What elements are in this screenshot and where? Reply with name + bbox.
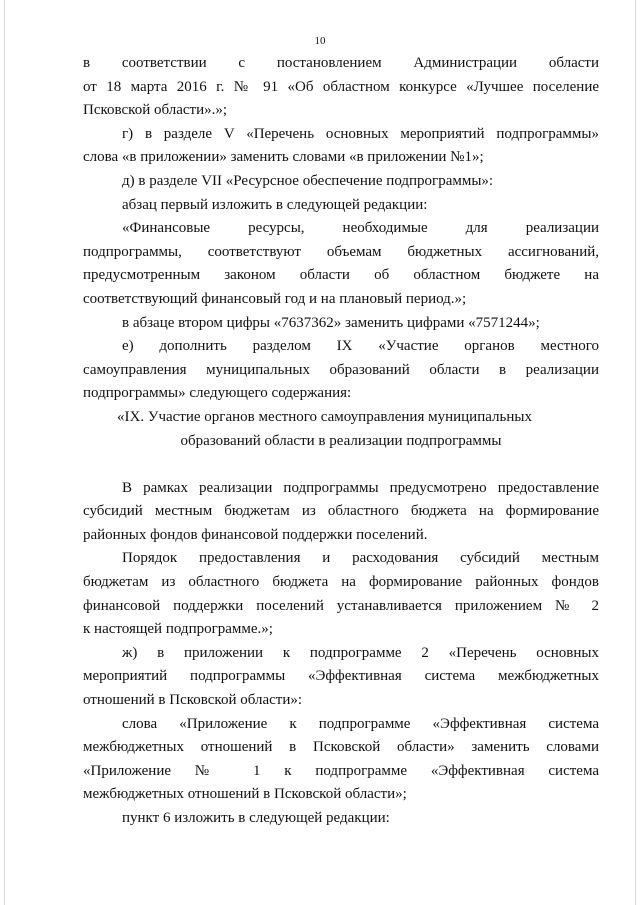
text-line: подпрограммы, соответствуют объемам бюджетных ассигнований, — [83, 243, 599, 260]
text-line: д) в разделе VII «Ресурсное обеспечение подпрограммы»: — [122, 172, 494, 189]
text-line: «Приложение № 1 к подпрограмме «Эффективная система — [83, 762, 599, 779]
text-line: предусмотренным законом области об областном бюджете на — [83, 267, 599, 284]
paragraph-item-e — [83, 335, 599, 406]
paragraph-reference-decree — [83, 52, 599, 123]
paragraph-item-d — [83, 170, 599, 194]
paragraph-first-abzac — [83, 194, 599, 218]
text-line: В рамках реализации подпрограммы предусмотрено предоставление — [122, 479, 599, 496]
text-line: подпрограммы» следующего содержания: — [83, 385, 352, 402]
text-line: Псковской области».»; — [83, 102, 228, 119]
paragraph-procedure — [83, 547, 599, 641]
text-line: абзац первый изложить в следующей редакции: — [122, 196, 428, 213]
paragraph-point-6 — [83, 807, 599, 831]
blank-line — [83, 453, 599, 477]
paragraph-item-zh — [83, 642, 599, 713]
text-line: е) дополнить разделом IX «Участие органов местного — [122, 338, 599, 355]
document-body — [83, 52, 599, 831]
text-line: пункт 6 изложить в следующей редакции: — [122, 810, 390, 826]
text-line: отношений в Псковской области»: — [83, 692, 303, 709]
text-line: от 18 марта 2016 г. № 91 «Об областном конкурсе «Лучшее поселение — [83, 78, 599, 95]
text-line: слова «в приложении» заменить словами «в приложении №1»; — [83, 149, 484, 166]
text-line: соответствующий финансовый год и на плановый период.»; — [83, 290, 467, 307]
text-line: мероприятий подпрограммы «Эффективная система межбюджетных — [83, 668, 599, 685]
paragraph-item-g — [83, 123, 599, 170]
text-line: к настоящей подпрограмме.»; — [83, 621, 273, 638]
text-line: субсидий местным бюджетам из областного бюджета на формирование — [83, 503, 599, 520]
section-heading — [83, 406, 599, 453]
scan-edge-right — [635, 0, 636, 905]
text-line: слова «Приложение к подпрограмме «Эффективная система — [122, 715, 599, 732]
heading-line: образований области в реализации подпрограммы — [180, 432, 502, 449]
text-line: в соответствии с постановлением Администрации области — [83, 55, 599, 71]
text-line: ж) в приложении к подпрограмме 2 «Перечень основных — [122, 644, 599, 661]
text-line: межбюджетных отношений в Псковской области»; — [83, 786, 407, 803]
heading-line: «IX. Участие органов местного самоуправления муниципальных — [117, 408, 532, 425]
text-line: районных фондов финансовой поддержки поселений. — [83, 526, 428, 543]
paragraph-words-replace — [83, 713, 599, 807]
text-line: бюджетам из областного бюджета на формирование районных фондов — [83, 574, 599, 591]
paragraph-financial-resources — [83, 217, 599, 311]
text-line: г) в разделе V «Перечень основных мероприятий подпрограммы» — [122, 125, 599, 142]
page-number: 10 — [314, 35, 326, 47]
text-line: межбюджетных отношений в Псковской области» заменить словами — [83, 739, 599, 756]
text-line: Порядок предоставления и расходования субсидий местным — [122, 550, 599, 567]
scan-edge-left — [4, 0, 5, 905]
text-line: «Финансовые ресурсы, необходимые для реализации — [122, 220, 599, 237]
text-line: в абзаце втором цифры «7637362» заменить цифрами «7571244»; — [122, 314, 540, 331]
text-line: финансовой поддержки поселений устанавливается приложением № 2 — [83, 597, 599, 614]
paragraph-subsidies — [83, 477, 599, 548]
paragraph-second-abzac — [83, 312, 599, 336]
text-line: самоуправления муниципальных образований области в реализации — [83, 361, 599, 378]
